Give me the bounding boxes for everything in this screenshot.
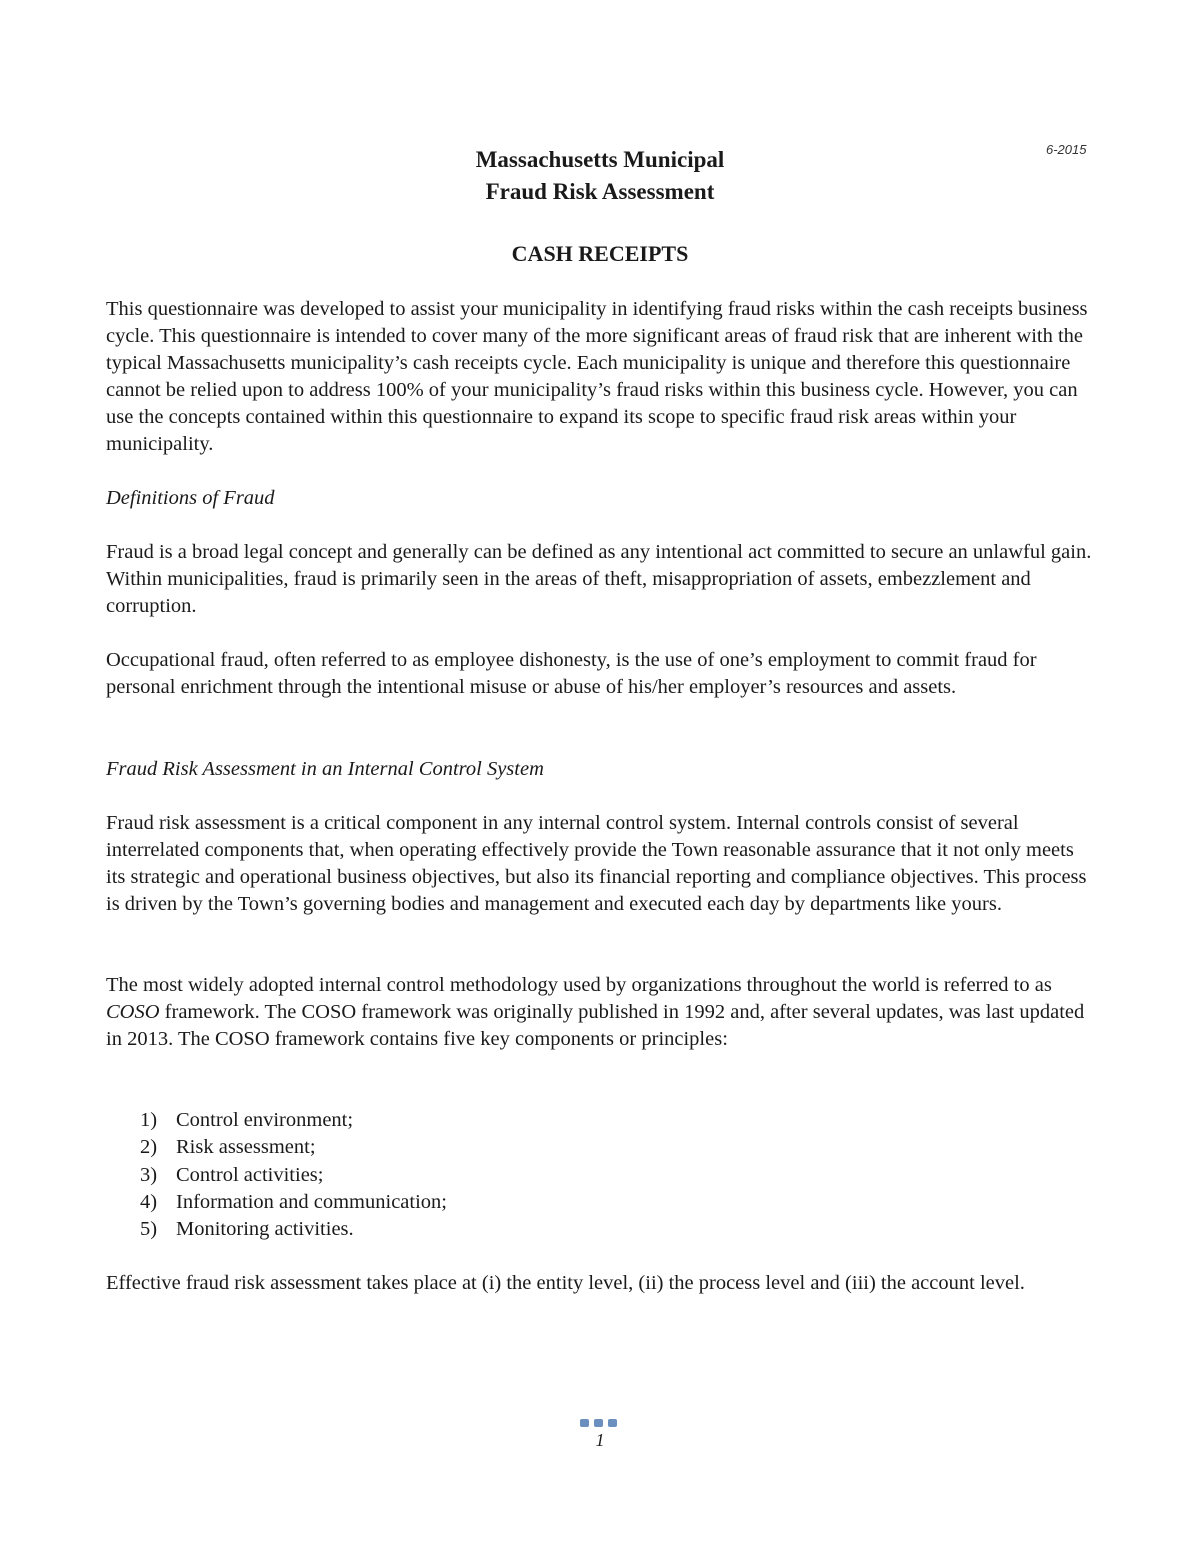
list-item (140, 1107, 447, 1134)
list-item (140, 1134, 447, 1161)
list-item (140, 1216, 447, 1243)
list-item-number: 2) (140, 1136, 158, 1159)
list-item-text: Control environment; (176, 1109, 354, 1131)
list-item-number: 5) (140, 1218, 158, 1241)
list-item (140, 1189, 447, 1216)
section-title: CASH RECEIPTS (511, 241, 689, 266)
coso-text-after: framework. The COSO framework was originally published in 1992 and, after several updates, was last updated in 2013. The COSO framework contains five key components or principles: (106, 1001, 1085, 1050)
list-item-text: Information and communication; (176, 1190, 447, 1213)
footer-dot (580, 1419, 589, 1427)
coso-components-list (140, 1107, 447, 1243)
list-item-text: Risk assessment; (176, 1136, 316, 1159)
definitions-heading: Definitions of Fraud (106, 487, 275, 509)
footer-dot (608, 1419, 617, 1427)
definitions-paragraph-2: Occupational fraud, often referred to as employee dishonesty, is the use of one’s employment to commit fraud for personal enrichment through the intentional misuse or abuse of his/her employer’s resources and assets. (106, 649, 1037, 698)
list-item-text: Monitoring activities. (176, 1218, 354, 1241)
closing-paragraph: Effective fraud risk assessment takes place at (i) the entity level, (ii) the process level and (iii) the account level. (106, 1272, 1025, 1294)
assessment-paragraph: Fraud risk assessment is a critical component in any internal control system. Internal controls consist of several interrelated components that, when operating effectively provide the Town reasonable assurance that it not only meets its strategic and operational business objectives, but also its financial reporting and compliance objectives. This process is driven by the Town’s governing bodies and management and executed each day by departments like yours. (106, 812, 1087, 915)
document-date: 6-2015 (1046, 142, 1087, 157)
list-item-number: 1) (140, 1109, 158, 1131)
assessment-heading: Fraud Risk Assessment in an Internal Control System (106, 758, 544, 780)
list-item-number: 4) (140, 1190, 158, 1213)
coso-text-before: The most widely adopted internal control methodology used by organizations throughout the world is referred to as (106, 974, 1052, 996)
list-item-number: 3) (140, 1163, 158, 1186)
footer-dot (594, 1419, 603, 1427)
list-item (140, 1162, 447, 1189)
document-title (0, 144, 1200, 208)
coso-paragraph (106, 972, 1096, 1053)
coso-italic: COSO (106, 1001, 160, 1023)
page-number: 1 (595, 1430, 605, 1450)
intro-paragraph: This questionnaire was developed to assist your municipality in identifying fraud risks within the cash receipts business cycle. This questionnaire is intended to cover many of the more significant areas of fraud risk that are inherent with the typical Massachusetts municipality’s cash receipts cycle. Each municipality is unique and therefore this questionnaire cannot be relied upon to address 100% of your municipality’s fraud risks within this business cycle. However, you can use the concepts contained within this questionnaire to expand its scope to specific fraud risk areas within your municipality. (106, 298, 1088, 455)
title-line-1: Massachusetts Municipal (475, 147, 725, 172)
title-line-2: Fraud Risk Assessment (485, 179, 715, 204)
footer-ornament-icon (580, 1419, 617, 1427)
definitions-paragraph-1: Fraud is a broad legal concept and generally can be defined as any intentional act committed to secure an unlawful gain. Within municipalities, fraud is primarily seen in the areas of theft, misappropriation of assets, embezzlement and corruption. (106, 541, 1092, 617)
list-item-text: Control activities; (176, 1163, 324, 1186)
